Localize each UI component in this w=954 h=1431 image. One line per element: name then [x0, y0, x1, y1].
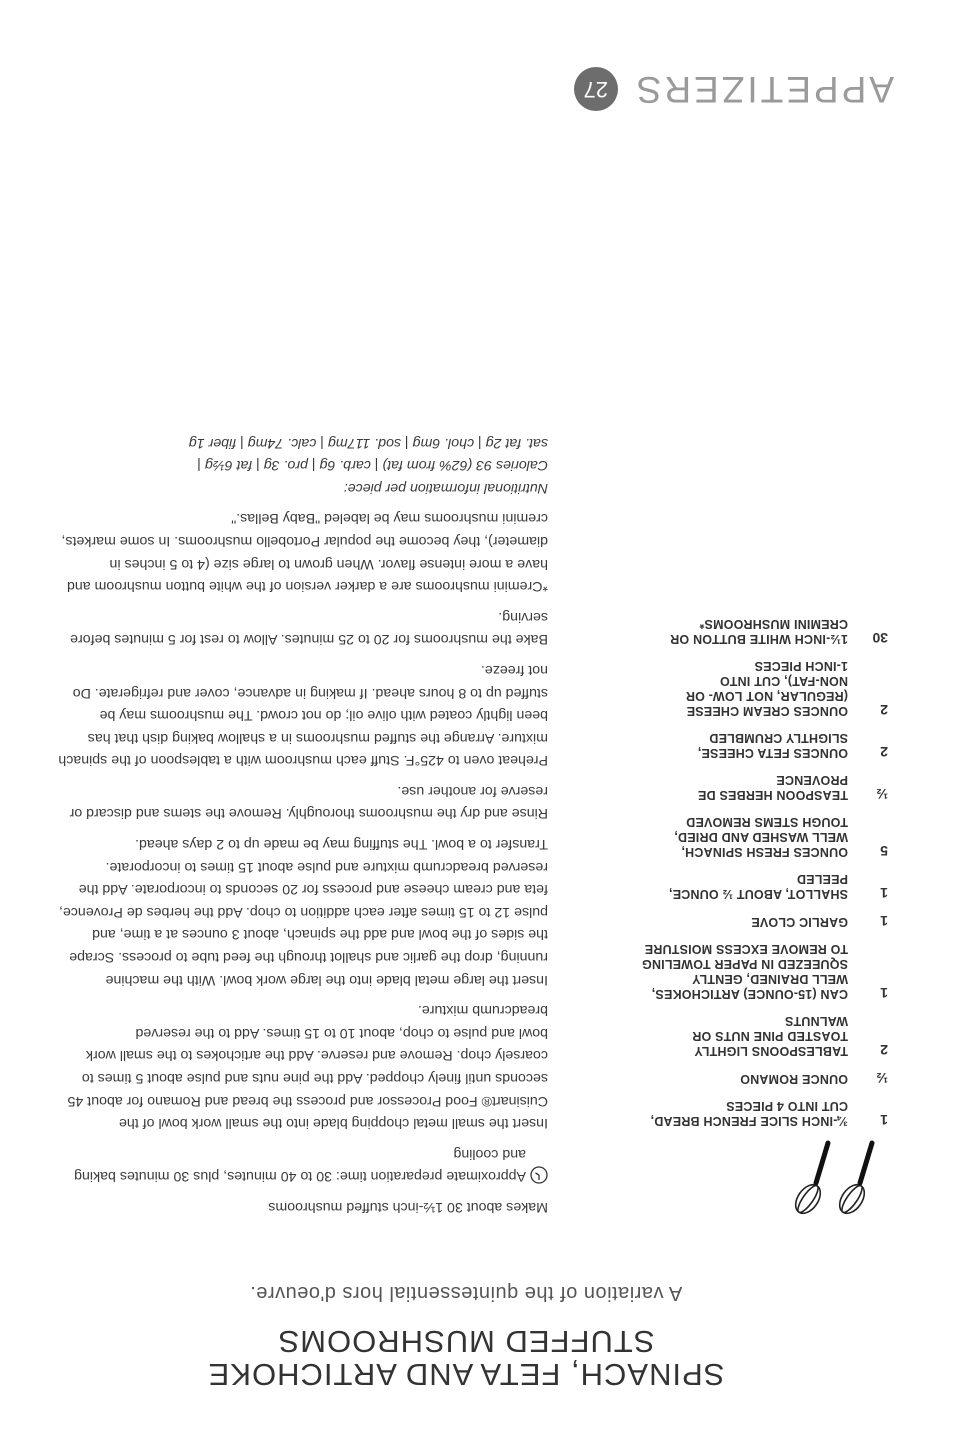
ingredient-text: SHALLOT, ABOUT ½ OUNCE, PEELED	[668, 872, 848, 901]
method-step: Rinse and dry the mushrooms thoroughly. Remove the stems and discard or reserve for another use.	[69, 782, 548, 822]
section-header	[574, 61, 894, 117]
recipe-subtitle: A variation of the quintessential hors d'oeuvre.	[249, 1282, 683, 1304]
ingredient-text: 1½-INCH WHITE BUTTON OR CREMINI MUSHROOMS*	[670, 617, 848, 646]
ingredient-item	[574, 913, 894, 929]
clock-icon	[530, 1166, 548, 1184]
ingredient-qty: 5	[880, 843, 888, 859]
yield-text: Makes about 30 1½-inch stuffed mushrooms	[268, 1199, 548, 1215]
method-step: Insert the large metal blade into the large work bowl. With the machine running, drop the garlic and shallot through the feed tube to process. Scrape the sides of the bowl and add the spinach, about 3 ounces at a time, and pulse 12 to 15 times after each addition to chop. Add the herbes de Provence, feta and cream cheese and process for 20 seconds to incorporate. Add the reserved breadcrumb mixture and pulse about 15 times to incorporate. Transfer to a bowl. The stuffing may be made up to 2 days ahead.	[58, 836, 548, 988]
ingredient-qty: 2	[880, 744, 888, 760]
ingredient-qty: 1	[880, 1112, 888, 1128]
method-step: Bake the mushrooms for 20 to 25 minutes. Allow to rest for 5 minutes before serving.	[70, 608, 548, 648]
ingredient-text: GARLIC CLOVE	[751, 915, 848, 929]
nutrition-line-2: sat. fat 2g | chol. 6mg | sod. 117mg | calc. 74mg | fiber 1g	[188, 434, 548, 451]
ingredient-item	[574, 814, 894, 859]
ingredient-item	[574, 941, 894, 1001]
ingredient-qty: ½	[876, 786, 888, 802]
section-title: APPETIZERS	[633, 69, 894, 110]
mushroom-note: *Cremini mushrooms are a darker version of the white button mushroom and have a more intense flavor. When grown to large size (4 to 5 inches in diameter), they become the popular Portobello mushrooms. In some markets, cremini mushrooms may be labeled "Baby Bellas."	[61, 510, 548, 595]
ingredient-text: OUNCES FETA CHEESE, SLIGHTLY CRUMBLED	[697, 731, 848, 760]
ingredient-item	[574, 616, 894, 646]
ingredient-qty: 1	[880, 913, 888, 929]
method-column	[58, 431, 548, 1218]
nutrition-line-1: Calories 93 (62% from fat) | carb. 6g | pro. 3g | fat 6½g |	[197, 457, 548, 474]
ingredient-list	[574, 604, 894, 1128]
ingredient-text: OUNCE ROMANO	[740, 1072, 848, 1086]
ingredient-text: TEASPOON HERBES DE PROVENCE	[697, 773, 848, 802]
nutrition-heading: Nutritional information per piece:	[343, 479, 548, 496]
ingredient-item	[574, 772, 894, 802]
prep-time-text: Approximate preparation time: 30 to 40 minutes, plus 30 minutes baking and cooling	[74, 1145, 526, 1185]
ingredient-item	[574, 730, 894, 760]
page-number-badge: 27	[574, 67, 618, 111]
prep-time-line	[58, 1134, 548, 1187]
ingredient-qty: ½	[876, 1070, 888, 1086]
ingredient-item	[574, 1098, 894, 1128]
ingredient-qty: 1	[880, 985, 888, 1001]
method-step: Preheat oven to 425°F. Stuff each mushroom with a tablespoon of the spinach mixture. Arrange the stuffed mushrooms in a shallow baking dish that has been lightly coated with olive oil; do not crowd. The mushrooms may be stuffed up to 8 hours ahead. If making in advance, cover and refrigerate. Do not freeze.	[58, 661, 548, 769]
ingredient-text: TABLESPOONS LIGHTLY TOASTED PINE NUTS OR WALNUTS	[692, 1014, 848, 1058]
recipe-title-line-2: STUFFED MUSHROOMS	[277, 1324, 655, 1359]
ingredient-qty: 1	[880, 885, 888, 901]
ingredient-text: OUNCES FRESH SPINACH, WELL WASHED AND DRIED, TOUGH STEMS REMOVED	[674, 815, 848, 859]
nutrition-info	[58, 431, 548, 499]
ingredient-text: CAN (15-OUNCE) ARTICHOKES, WELL DRAINED, GENTLY SQUEEZED IN PAPER TOWELING TO REMOVE EXCESS MOISTURE	[641, 942, 848, 1001]
ingredient-item	[574, 1070, 894, 1086]
ingredient-item	[574, 871, 894, 901]
ingredient-item	[574, 1013, 894, 1058]
whisk-icon	[778, 1137, 878, 1217]
ingredient-text: OUNCES CREAM CHEESE (REGULAR, NOT LOW- OR NON-FAT), CUT INTO 1-INCH PIECES	[685, 659, 848, 718]
method-step: Insert the small metal chopping blade into the small work bowl of the Cuisinart® Food Processor and process the bread and Romano for about 45 seconds until finely chopped. Add the pine nuts and pulse about 5 times to coarsely chop. Remove and reserve. Add the artichokes to the small work bowl and pulse to chop, about 10 to 15 times. Add to the reserved breadcrumb mixture.	[67, 1002, 548, 1132]
ingredient-text: ¾-INCH SLICE FRENCH BREAD, CUT INTO 4 PIECES	[650, 1099, 848, 1128]
ingredient-item	[574, 658, 894, 718]
ingredient-qty: 30	[872, 630, 888, 646]
ingredient-qty: 2	[880, 702, 888, 718]
recipe-title-line-1: SPINACH, FETA AND ARTICHOKE	[207, 1357, 725, 1392]
recipe-title	[206, 1325, 726, 1391]
ingredient-qty: 2	[880, 1042, 888, 1058]
